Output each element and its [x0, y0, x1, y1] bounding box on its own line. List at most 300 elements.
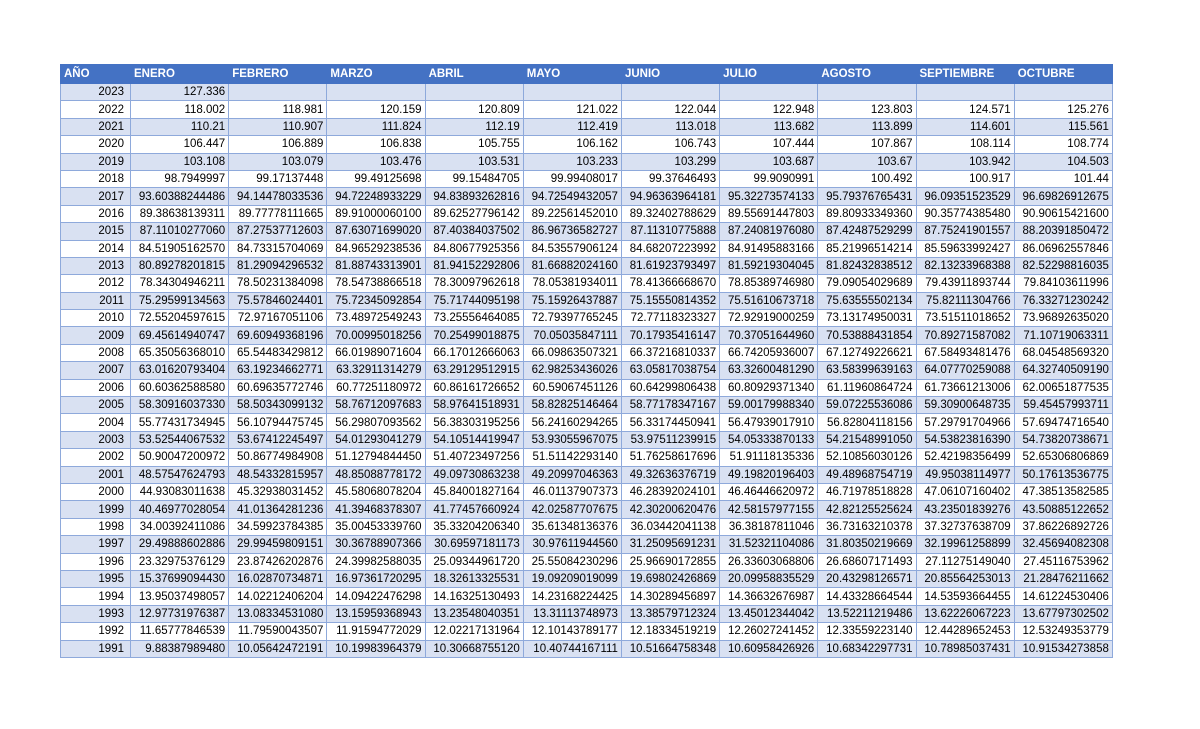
value-cell[interactable] [621, 84, 719, 101]
value-cell[interactable]: 89.77778111665 [229, 205, 327, 222]
value-cell[interactable]: 49.48968754719 [818, 466, 916, 483]
value-cell[interactable]: 87.75241901557 [916, 223, 1014, 240]
value-cell[interactable] [720, 84, 818, 101]
value-cell[interactable]: 10.60958426926 [720, 640, 818, 657]
column-header-febrero[interactable]: FEBRERO [229, 65, 327, 84]
value-cell[interactable]: 29.49888602886 [131, 536, 229, 553]
value-cell[interactable]: 53.93055967075 [523, 431, 621, 448]
value-cell[interactable]: 106.889 [229, 136, 327, 153]
value-cell[interactable]: 42.58157977155 [720, 501, 818, 518]
value-cell[interactable]: 60.69635772746 [229, 379, 327, 396]
value-cell[interactable]: 30.36788907366 [327, 536, 425, 553]
value-cell[interactable]: 78.30097962618 [425, 275, 523, 292]
value-cell[interactable]: 59.07225536086 [818, 397, 916, 414]
value-cell[interactable]: 56.29807093562 [327, 414, 425, 431]
value-cell[interactable]: 98.7949997 [131, 170, 229, 187]
value-cell[interactable]: 76.33271230242 [1014, 292, 1112, 309]
value-cell[interactable]: 95.32273574133 [720, 188, 818, 205]
value-cell[interactable]: 46.28392024101 [621, 483, 719, 500]
value-cell[interactable]: 113.018 [621, 118, 719, 135]
year-cell[interactable]: 1994 [61, 588, 131, 605]
value-cell[interactable]: 30.97611944560 [523, 536, 621, 553]
value-cell[interactable]: 114.601 [916, 118, 1014, 135]
value-cell[interactable]: 63.58399639163 [818, 362, 916, 379]
value-cell[interactable]: 45.84001827164 [425, 483, 523, 500]
value-cell[interactable]: 96.69826912675 [1014, 188, 1112, 205]
value-cell[interactable]: 60.60362588580 [131, 379, 229, 396]
value-cell[interactable]: 12.97731976387 [131, 605, 229, 622]
value-cell[interactable]: 75.82111304766 [916, 292, 1014, 309]
value-cell[interactable]: 18.32613325531 [425, 570, 523, 587]
value-cell[interactable]: 59.45457993711 [1014, 397, 1112, 414]
value-cell[interactable]: 84.96529238536 [327, 240, 425, 257]
value-cell[interactable]: 70.53888431854 [818, 327, 916, 344]
value-cell[interactable]: 79.84103611996 [1014, 275, 1112, 292]
value-cell[interactable]: 86.06962557846 [1014, 240, 1112, 257]
value-cell[interactable]: 20.43298126571 [818, 570, 916, 587]
value-cell[interactable]: 103.233 [523, 153, 621, 170]
value-cell[interactable]: 66.17012666063 [425, 344, 523, 361]
value-cell[interactable]: 13.95037498057 [131, 588, 229, 605]
value-cell[interactable]: 75.57846024401 [229, 292, 327, 309]
value-cell[interactable]: 57.69474716540 [1014, 414, 1112, 431]
value-cell[interactable]: 20.09958835529 [720, 570, 818, 587]
value-cell[interactable]: 70.05035847111 [523, 327, 621, 344]
value-cell[interactable]: 14.09422476298 [327, 588, 425, 605]
year-cell[interactable]: 1991 [61, 640, 131, 657]
value-cell[interactable]: 105.755 [425, 136, 523, 153]
value-cell[interactable]: 30.69597181173 [425, 536, 523, 553]
value-cell[interactable]: 112.19 [425, 118, 523, 135]
value-cell[interactable]: 122.044 [621, 101, 719, 118]
value-cell[interactable]: 31.25095691231 [621, 536, 719, 553]
column-header-octubre[interactable]: OCTUBRE [1014, 65, 1112, 84]
value-cell[interactable]: 94.14478033536 [229, 188, 327, 205]
value-cell[interactable]: 78.50231384098 [229, 275, 327, 292]
value-cell[interactable]: 57.29791704966 [916, 414, 1014, 431]
value-cell[interactable]: 100.492 [818, 170, 916, 187]
value-cell[interactable]: 34.59923784385 [229, 518, 327, 535]
value-cell[interactable]: 56.33174450941 [621, 414, 719, 431]
value-cell[interactable]: 107.444 [720, 136, 818, 153]
value-cell[interactable]: 78.41366668670 [621, 275, 719, 292]
value-cell[interactable]: 110.907 [229, 118, 327, 135]
value-cell[interactable]: 60.86161726652 [425, 379, 523, 396]
value-cell[interactable]: 14.61224530406 [1014, 588, 1112, 605]
value-cell[interactable]: 89.38638139311 [131, 205, 229, 222]
value-cell[interactable]: 84.53557906124 [523, 240, 621, 257]
value-cell[interactable]: 73.51511018652 [916, 310, 1014, 327]
value-cell[interactable]: 14.53593664455 [916, 588, 1014, 605]
value-cell[interactable]: 31.52321104086 [720, 536, 818, 553]
value-cell[interactable]: 43.23501839276 [916, 501, 1014, 518]
value-cell[interactable]: 108.114 [916, 136, 1014, 153]
value-cell[interactable]: 106.743 [621, 136, 719, 153]
value-cell[interactable]: 36.38187811046 [720, 518, 818, 535]
value-cell[interactable]: 72.77118323327 [621, 310, 719, 327]
value-cell[interactable]: 58.50343099132 [229, 397, 327, 414]
value-cell[interactable]: 87.11010277060 [131, 223, 229, 240]
value-cell[interactable]: 81.59219304045 [720, 257, 818, 274]
value-cell[interactable]: 50.86774984908 [229, 449, 327, 466]
value-cell[interactable]: 44.93083011638 [131, 483, 229, 500]
value-cell[interactable]: 13.52211219486 [818, 605, 916, 622]
value-cell[interactable]: 27.11275149040 [916, 553, 1014, 570]
value-cell[interactable]: 12.10143789177 [523, 623, 621, 640]
value-cell[interactable]: 55.77431734945 [131, 414, 229, 431]
value-cell[interactable]: 49.32636376719 [621, 466, 719, 483]
value-cell[interactable]: 75.15926437887 [523, 292, 621, 309]
value-cell[interactable]: 125.276 [1014, 101, 1112, 118]
value-cell[interactable]: 87.27537712603 [229, 223, 327, 240]
value-cell[interactable]: 13.31113748973 [523, 605, 621, 622]
value-cell[interactable]: 87.11310775888 [621, 223, 719, 240]
value-cell[interactable]: 66.01989071604 [327, 344, 425, 361]
value-cell[interactable]: 93.60388244486 [131, 188, 229, 205]
value-cell[interactable]: 120.159 [327, 101, 425, 118]
value-cell[interactable]: 73.25556464085 [425, 310, 523, 327]
column-header-marzo[interactable]: MARZO [327, 65, 425, 84]
value-cell[interactable]: 62.98253436026 [523, 362, 621, 379]
year-cell[interactable]: 2009 [61, 327, 131, 344]
value-cell[interactable]: 45.32938031452 [229, 483, 327, 500]
value-cell[interactable]: 115.561 [1014, 118, 1112, 135]
value-cell[interactable]: 80.89278201815 [131, 257, 229, 274]
value-cell[interactable]: 47.38513582585 [1014, 483, 1112, 500]
value-cell[interactable]: 51.76258617696 [621, 449, 719, 466]
value-cell[interactable]: 14.23168224425 [523, 588, 621, 605]
year-cell[interactable]: 1998 [61, 518, 131, 535]
value-cell[interactable]: 13.62226067223 [916, 605, 1014, 622]
value-cell[interactable]: 48.54332815957 [229, 466, 327, 483]
value-cell[interactable]: 42.82125525624 [818, 501, 916, 518]
value-cell[interactable]: 73.48972549243 [327, 310, 425, 327]
value-cell[interactable]: 49.19820196403 [720, 466, 818, 483]
value-cell[interactable]: 58.77178347167 [621, 397, 719, 414]
value-cell[interactable]: 70.00995018256 [327, 327, 425, 344]
value-cell[interactable]: 99.9090991 [720, 170, 818, 187]
value-cell[interactable]: 10.51664758348 [621, 640, 719, 657]
year-cell[interactable]: 2023 [61, 84, 131, 101]
value-cell[interactable]: 35.61348136376 [523, 518, 621, 535]
value-cell[interactable]: 106.162 [523, 136, 621, 153]
value-cell[interactable]: 69.60949368196 [229, 327, 327, 344]
value-cell[interactable]: 87.42487529299 [818, 223, 916, 240]
value-cell[interactable]: 56.47939017910 [720, 414, 818, 431]
value-cell[interactable]: 15.37699094430 [131, 570, 229, 587]
value-cell[interactable]: 81.66882024160 [523, 257, 621, 274]
value-cell[interactable]: 13.08334531080 [229, 605, 327, 622]
value-cell[interactable]: 94.83893262816 [425, 188, 523, 205]
value-cell[interactable]: 78.34304946211 [131, 275, 229, 292]
value-cell[interactable]: 103.531 [425, 153, 523, 170]
value-cell[interactable]: 87.40384037502 [425, 223, 523, 240]
year-cell[interactable]: 2019 [61, 153, 131, 170]
column-header-año[interactable]: AÑO [61, 65, 131, 84]
column-header-abril[interactable]: ABRIL [425, 65, 523, 84]
value-cell[interactable]: 64.32740509190 [1014, 362, 1112, 379]
value-cell[interactable]: 67.58493481476 [916, 344, 1014, 361]
value-cell[interactable]: 85.59633992427 [916, 240, 1014, 257]
year-cell[interactable]: 2006 [61, 379, 131, 396]
value-cell[interactable]: 14.30289456897 [621, 588, 719, 605]
value-cell[interactable]: 59.30900648735 [916, 397, 1014, 414]
value-cell[interactable]: 16.02870734871 [229, 570, 327, 587]
value-cell[interactable]: 70.37051644960 [720, 327, 818, 344]
value-cell[interactable]: 78.54738866518 [327, 275, 425, 292]
value-cell[interactable]: 84.91495883166 [720, 240, 818, 257]
value-cell[interactable]: 104.503 [1014, 153, 1112, 170]
value-cell[interactable]: 101.44 [1014, 170, 1112, 187]
year-cell[interactable]: 2013 [61, 257, 131, 274]
value-cell[interactable]: 60.64299806438 [621, 379, 719, 396]
value-cell[interactable]: 63.01620793404 [131, 362, 229, 379]
year-cell[interactable]: 2018 [61, 170, 131, 187]
value-cell[interactable]: 54.10514419947 [425, 431, 523, 448]
value-cell[interactable]: 103.942 [916, 153, 1014, 170]
value-cell[interactable]: 123.803 [818, 101, 916, 118]
value-cell[interactable]: 54.01293041279 [327, 431, 425, 448]
value-cell[interactable]: 112.419 [523, 118, 621, 135]
value-cell[interactable]: 85.21996514214 [818, 240, 916, 257]
year-cell[interactable]: 2007 [61, 362, 131, 379]
value-cell[interactable]: 100.917 [916, 170, 1014, 187]
value-cell[interactable]: 69.45614940747 [131, 327, 229, 344]
value-cell[interactable]: 51.51142293140 [523, 449, 621, 466]
value-cell[interactable]: 84.51905162570 [131, 240, 229, 257]
value-cell[interactable]: 49.09730863238 [425, 466, 523, 483]
value-cell[interactable]: 59.00179988340 [720, 397, 818, 414]
column-header-junio[interactable]: JUNIO [621, 65, 719, 84]
value-cell[interactable]: 23.87426202876 [229, 553, 327, 570]
value-cell[interactable]: 48.85088778172 [327, 466, 425, 483]
value-cell[interactable]: 73.13174950031 [818, 310, 916, 327]
value-cell[interactable]: 10.30668755120 [425, 640, 523, 657]
value-cell[interactable] [1014, 84, 1112, 101]
value-cell[interactable]: 46.71978518828 [818, 483, 916, 500]
value-cell[interactable]: 103.108 [131, 153, 229, 170]
value-cell[interactable]: 81.88743313901 [327, 257, 425, 274]
year-cell[interactable]: 2014 [61, 240, 131, 257]
value-cell[interactable]: 21.28476211662 [1014, 570, 1112, 587]
value-cell[interactable]: 10.91534273858 [1014, 640, 1112, 657]
value-cell[interactable]: 89.62527796142 [425, 205, 523, 222]
value-cell[interactable]: 63.32911314279 [327, 362, 425, 379]
value-cell[interactable]: 49.95038114977 [916, 466, 1014, 483]
value-cell[interactable]: 60.59067451126 [523, 379, 621, 396]
value-cell[interactable]: 60.80929371340 [720, 379, 818, 396]
value-cell[interactable]: 10.40744167111 [523, 640, 621, 657]
value-cell[interactable]: 90.35774385480 [916, 205, 1014, 222]
value-cell[interactable]: 36.73163210378 [818, 518, 916, 535]
value-cell[interactable]: 72.55204597615 [131, 310, 229, 327]
value-cell[interactable]: 48.57547624793 [131, 466, 229, 483]
value-cell[interactable]: 118.981 [229, 101, 327, 118]
value-cell[interactable]: 10.19983964379 [327, 640, 425, 657]
value-cell[interactable]: 16.97361720295 [327, 570, 425, 587]
value-cell[interactable]: 20.85564253013 [916, 570, 1014, 587]
value-cell[interactable]: 89.91000060100 [327, 205, 425, 222]
value-cell[interactable]: 12.33559223140 [818, 623, 916, 640]
value-cell[interactable]: 46.46446620972 [720, 483, 818, 500]
value-cell[interactable] [818, 84, 916, 101]
year-cell[interactable]: 2004 [61, 414, 131, 431]
year-cell[interactable]: 2020 [61, 136, 131, 153]
year-cell[interactable]: 1993 [61, 605, 131, 622]
value-cell[interactable]: 46.01137907373 [523, 483, 621, 500]
value-cell[interactable]: 94.72549432057 [523, 188, 621, 205]
year-cell[interactable]: 2002 [61, 449, 131, 466]
value-cell[interactable]: 110.21 [131, 118, 229, 135]
value-cell[interactable]: 25.96690172855 [621, 553, 719, 570]
value-cell[interactable]: 41.01364281236 [229, 501, 327, 518]
year-cell[interactable]: 2005 [61, 397, 131, 414]
value-cell[interactable]: 99.15484705 [425, 170, 523, 187]
value-cell[interactable]: 12.26027241452 [720, 623, 818, 640]
value-cell[interactable]: 11.91594772029 [327, 623, 425, 640]
value-cell[interactable]: 103.299 [621, 153, 719, 170]
value-cell[interactable]: 72.92919000259 [720, 310, 818, 327]
year-cell[interactable]: 2012 [61, 275, 131, 292]
value-cell[interactable]: 72.79397765245 [523, 310, 621, 327]
value-cell[interactable]: 78.05381934011 [523, 275, 621, 292]
value-cell[interactable]: 89.80933349360 [818, 205, 916, 222]
value-cell[interactable]: 26.68607171493 [818, 553, 916, 570]
value-cell[interactable]: 19.69802426869 [621, 570, 719, 587]
value-cell[interactable]: 12.18334519219 [621, 623, 719, 640]
value-cell[interactable]: 35.33204206340 [425, 518, 523, 535]
value-cell[interactable]: 82.52298816035 [1014, 257, 1112, 274]
year-cell[interactable]: 2016 [61, 205, 131, 222]
value-cell[interactable]: 70.17935416147 [621, 327, 719, 344]
value-cell[interactable]: 14.36632676987 [720, 588, 818, 605]
year-cell[interactable]: 2021 [61, 118, 131, 135]
value-cell[interactable]: 87.63071699020 [327, 223, 425, 240]
value-cell[interactable]: 53.97511239915 [621, 431, 719, 448]
year-cell[interactable]: 2008 [61, 344, 131, 361]
value-cell[interactable]: 58.97641518931 [425, 397, 523, 414]
value-cell[interactable]: 50.17613536775 [1014, 466, 1112, 483]
value-cell[interactable]: 13.45012344042 [720, 605, 818, 622]
value-cell[interactable]: 36.03442041138 [621, 518, 719, 535]
value-cell[interactable]: 66.37216810337 [621, 344, 719, 361]
value-cell[interactable]: 61.11960864724 [818, 379, 916, 396]
column-header-septiembre[interactable]: SEPTIEMBRE [916, 65, 1014, 84]
value-cell[interactable]: 67.12749226621 [818, 344, 916, 361]
value-cell[interactable]: 56.82804118156 [818, 414, 916, 431]
value-cell[interactable]: 63.05817038754 [621, 362, 719, 379]
value-cell[interactable]: 61.73661213006 [916, 379, 1014, 396]
year-cell[interactable]: 1992 [61, 623, 131, 640]
value-cell[interactable]: 14.16325130493 [425, 588, 523, 605]
value-cell[interactable]: 25.09344961720 [425, 553, 523, 570]
value-cell[interactable]: 81.61923793497 [621, 257, 719, 274]
value-cell[interactable]: 68.04548569320 [1014, 344, 1112, 361]
value-cell[interactable]: 27.45116753962 [1014, 553, 1112, 570]
value-cell[interactable]: 106.838 [327, 136, 425, 153]
value-cell[interactable]: 42.30200620476 [621, 501, 719, 518]
value-cell[interactable]: 41.77457660924 [425, 501, 523, 518]
value-cell[interactable]: 63.32600481290 [720, 362, 818, 379]
value-cell[interactable]: 70.89271587082 [916, 327, 1014, 344]
value-cell[interactable]: 40.46977028054 [131, 501, 229, 518]
value-cell[interactable]: 11.65777846539 [131, 623, 229, 640]
value-cell[interactable]: 103.476 [327, 153, 425, 170]
value-cell[interactable]: 10.68342297731 [818, 640, 916, 657]
value-cell[interactable]: 64.07770259088 [916, 362, 1014, 379]
value-cell[interactable]: 108.774 [1014, 136, 1112, 153]
value-cell[interactable]: 65.54483429812 [229, 344, 327, 361]
value-cell[interactable]: 99.17137448 [229, 170, 327, 187]
value-cell[interactable]: 13.23548040351 [425, 605, 523, 622]
value-cell[interactable]: 75.71744095198 [425, 292, 523, 309]
value-cell[interactable]: 14.43328664544 [818, 588, 916, 605]
value-cell[interactable]: 66.09863507321 [523, 344, 621, 361]
year-cell[interactable]: 2001 [61, 466, 131, 483]
value-cell[interactable]: 47.06107160402 [916, 483, 1014, 500]
value-cell[interactable]: 41.39468378307 [327, 501, 425, 518]
value-cell[interactable]: 78.85389746980 [720, 275, 818, 292]
value-cell[interactable]: 35.00453339760 [327, 518, 425, 535]
value-cell[interactable]: 56.38303195256 [425, 414, 523, 431]
column-header-julio[interactable]: JULIO [720, 65, 818, 84]
value-cell[interactable]: 52.42198356499 [916, 449, 1014, 466]
value-cell[interactable]: 96.09351523529 [916, 188, 1014, 205]
value-cell[interactable]: 84.80677925356 [425, 240, 523, 257]
value-cell[interactable]: 84.73315704069 [229, 240, 327, 257]
value-cell[interactable]: 81.94152292806 [425, 257, 523, 274]
value-cell[interactable]: 89.22561452010 [523, 205, 621, 222]
value-cell[interactable]: 12.53249353779 [1014, 623, 1112, 640]
value-cell[interactable]: 54.73820738671 [1014, 431, 1112, 448]
year-cell[interactable]: 2022 [61, 101, 131, 118]
value-cell[interactable]: 37.86226892726 [1014, 518, 1112, 535]
year-cell[interactable]: 2017 [61, 188, 131, 205]
value-cell[interactable]: 58.76712097683 [327, 397, 425, 414]
year-cell[interactable]: 2003 [61, 431, 131, 448]
value-cell[interactable]: 13.67797302502 [1014, 605, 1112, 622]
value-cell[interactable]: 82.13233968388 [916, 257, 1014, 274]
value-cell[interactable]: 14.02212406204 [229, 588, 327, 605]
value-cell[interactable]: 90.90615421600 [1014, 205, 1112, 222]
value-cell[interactable]: 60.77251180972 [327, 379, 425, 396]
value-cell[interactable]: 65.35056368010 [131, 344, 229, 361]
value-cell[interactable]: 9.88387989480 [131, 640, 229, 657]
value-cell[interactable]: 52.65306806869 [1014, 449, 1112, 466]
year-cell[interactable]: 1997 [61, 536, 131, 553]
value-cell[interactable]: 88.20391850472 [1014, 223, 1112, 240]
value-cell[interactable] [523, 84, 621, 101]
value-cell[interactable]: 42.02587707675 [523, 501, 621, 518]
value-cell[interactable]: 19.09209019099 [523, 570, 621, 587]
value-cell[interactable]: 50.90047200972 [131, 449, 229, 466]
value-cell[interactable]: 89.32402788629 [621, 205, 719, 222]
value-cell[interactable]: 118.002 [131, 101, 229, 118]
value-cell[interactable]: 43.50885122652 [1014, 501, 1112, 518]
value-cell[interactable]: 75.51610673718 [720, 292, 818, 309]
value-cell[interactable]: 79.43911893744 [916, 275, 1014, 292]
value-cell[interactable]: 113.899 [818, 118, 916, 135]
value-cell[interactable]: 122.948 [720, 101, 818, 118]
value-cell[interactable]: 63.19234662771 [229, 362, 327, 379]
value-cell[interactable]: 70.25499018875 [425, 327, 523, 344]
value-cell[interactable]: 13.38579712324 [621, 605, 719, 622]
value-cell[interactable]: 53.67412245497 [229, 431, 327, 448]
value-cell[interactable]: 89.55691447803 [720, 205, 818, 222]
value-cell[interactable]: 54.21548991050 [818, 431, 916, 448]
value-cell[interactable]: 63.29129512915 [425, 362, 523, 379]
value-cell[interactable]: 51.12794844450 [327, 449, 425, 466]
